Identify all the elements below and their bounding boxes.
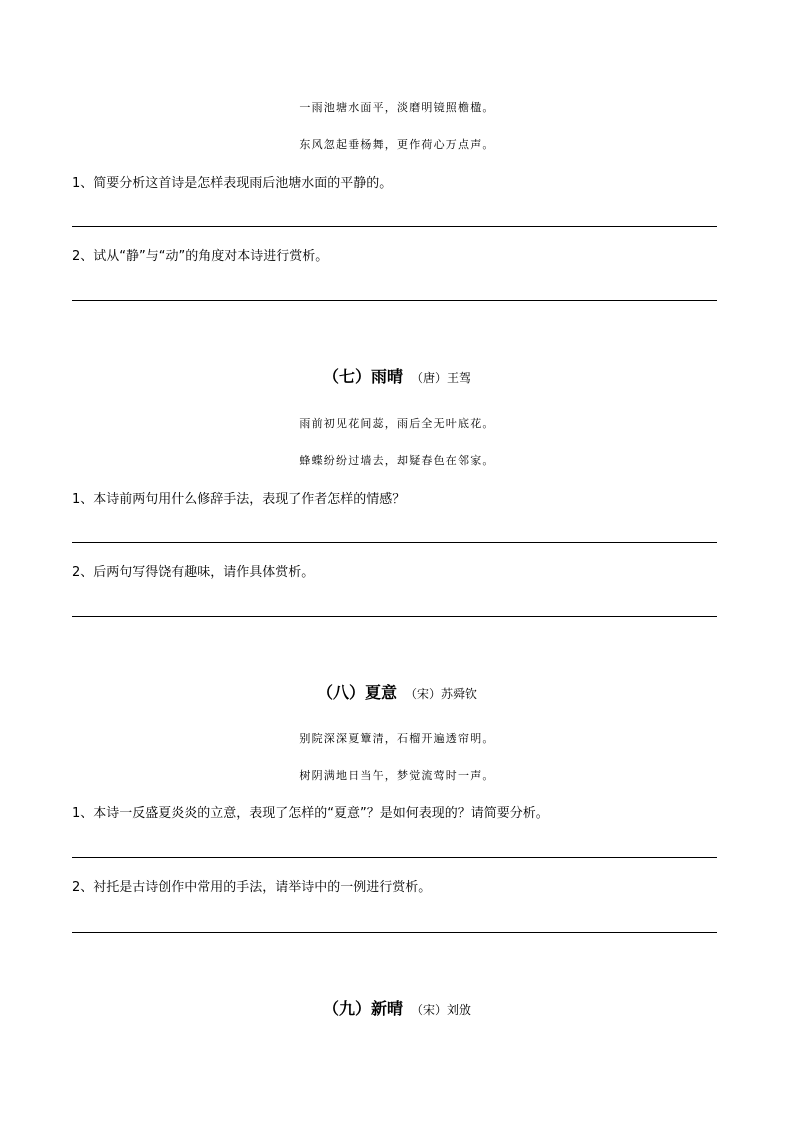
poem7-heading <box>0 367 794 388</box>
poem6-answer-line-2[interactable] <box>72 300 717 301</box>
poem7-title: （七）雨晴 <box>322 367 403 386</box>
poem8-line-2: 树阴满地日当午，梦觉流莺时一声。 <box>299 769 495 782</box>
poem6-answer-line-1[interactable] <box>72 226 717 227</box>
poem7-question-1: 1、本诗前两句用什么修辞手法，表现了作者怎样的情感？ <box>72 492 406 507</box>
poem7-answer-line-1[interactable] <box>72 542 717 543</box>
poem6-line-1: 一雨池塘水面平，淡磨明镜照檐楹。 <box>299 101 495 114</box>
poem8-title: （八）夏意 <box>316 683 397 702</box>
poem6-line-2: 东风忽起垂杨舞，更作荷心万点声。 <box>299 138 495 151</box>
poem8-heading <box>0 683 794 704</box>
poem9-title: （九）新晴 <box>322 999 403 1018</box>
poem9-author: （宋）刘攽 <box>411 1003 472 1017</box>
poem7-answer-line-2[interactable] <box>72 616 717 617</box>
poem8-question-1: 1、本诗一反盛夏炎炎的立意，表现了怎样的“夏意”？是如何表现的？请简要分析。 <box>72 806 549 821</box>
poem7-question-2: 2、后两句写得饶有趣味，请作具体赏析。 <box>72 565 315 580</box>
poem7-author: （唐）王驾 <box>411 371 472 385</box>
poem6-question-1: 1、简要分析这首诗是怎样表现雨后池塘水面的平静的。 <box>72 176 393 191</box>
poem6-question-2: 2、试从“静”与“动”的角度对本诗进行赏析。 <box>72 249 329 264</box>
poem9-heading <box>0 999 794 1020</box>
poem8-question-2: 2、衬托是古诗创作中常用的手法，请举诗中的一例进行赏析。 <box>72 880 432 895</box>
poem7-line-2: 蜂蝶纷纷过墙去，却疑春色在邻家。 <box>299 454 495 467</box>
poem8-answer-line-2[interactable] <box>72 932 717 933</box>
poem8-author: （宋）苏舜钦 <box>405 687 478 701</box>
poem8-answer-line-1[interactable] <box>72 857 717 858</box>
poem8-line-1: 别院深深夏簟清，石榴开遍透帘明。 <box>299 732 495 745</box>
poem7-line-1: 雨前初见花间蕊，雨后全无叶底花。 <box>299 417 495 430</box>
